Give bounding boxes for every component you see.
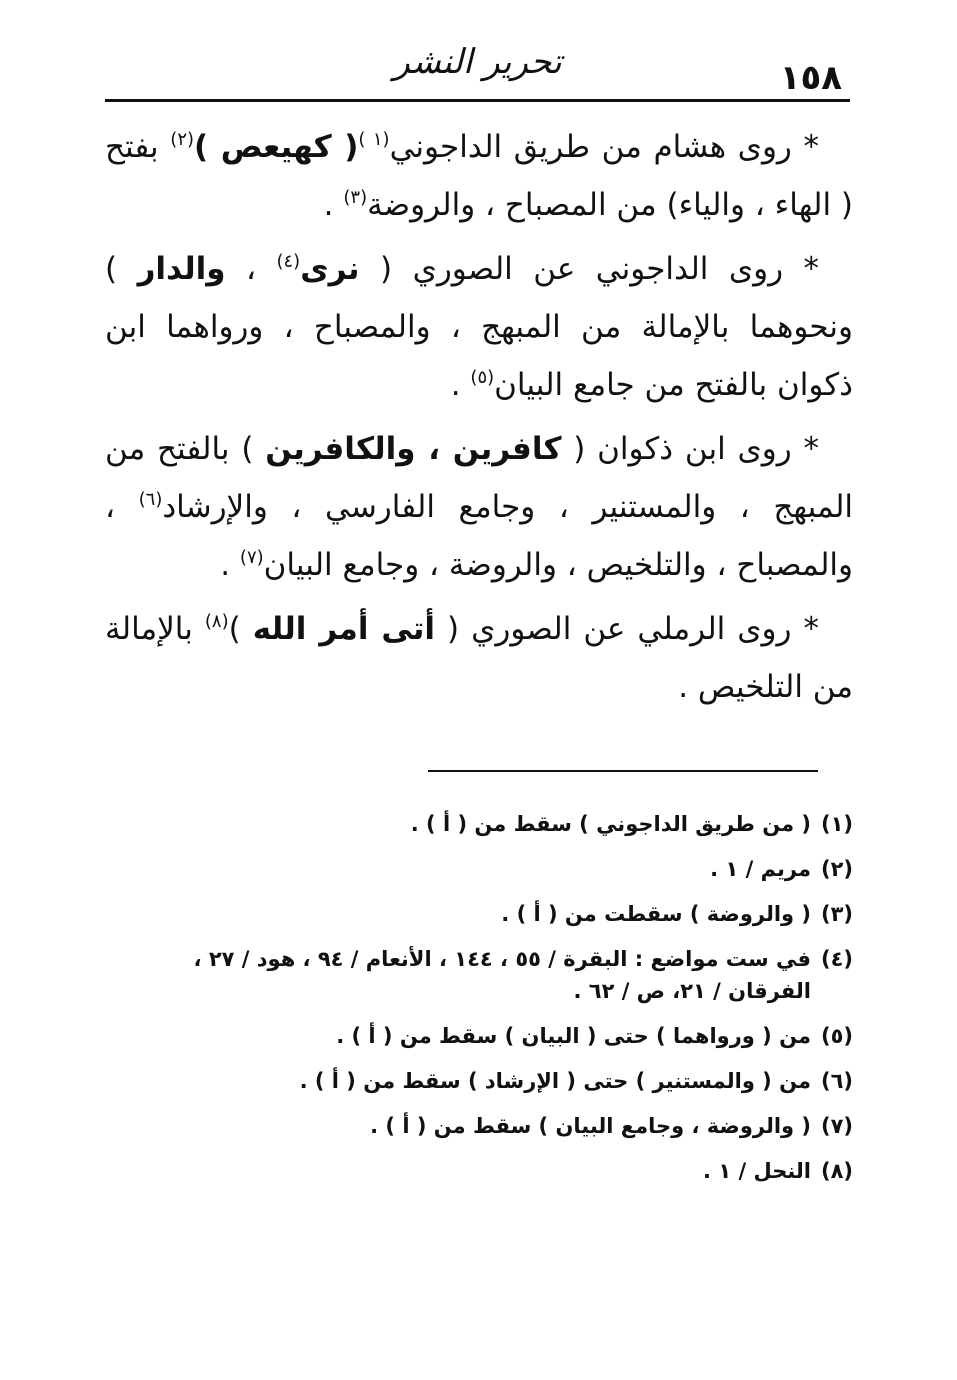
footnote-text: مريم / ١ . xyxy=(710,857,811,881)
footnote xyxy=(105,808,853,840)
quranic-term: ( كهيعص ) xyxy=(194,129,359,165)
text-segment: . xyxy=(323,187,344,223)
paragraph xyxy=(105,600,853,716)
footnote-number: (٣) xyxy=(820,902,853,926)
footnote-number: (٥) xyxy=(820,1024,853,1048)
footnote-marker: (٥) xyxy=(470,367,495,388)
text-segment: بفتح ( الهاء ، والياء) من المصباح ، والروضة xyxy=(105,129,853,223)
text-segment: * روى هشام من طريق الداجوني xyxy=(389,129,819,165)
footnote xyxy=(105,1110,853,1142)
footnote-text: ( والروضة ) سقطت من ( أ ) . xyxy=(501,902,811,926)
footnote-text: ( والروضة ، وجامع البيان ) سقط من ( أ ) . xyxy=(370,1114,811,1138)
footnote-marker: (٧) xyxy=(239,547,264,568)
footnote-text: في ست مواضع : البقرة / ٥٥ ، ١٤٤ ، الأنعام / ٩٤ ، هود / ٢٧ ، الفرقان / ٢١، ص / ٦٢ . xyxy=(193,947,811,1003)
text-segment: . xyxy=(220,547,240,583)
quranic-term: والدار xyxy=(137,251,226,287)
footnote-number: (٨) xyxy=(820,1159,853,1183)
main-text xyxy=(105,118,853,722)
text-segment: ) xyxy=(228,611,253,647)
page-header xyxy=(105,40,850,102)
text-segment: * روى ابن ذكوان ( xyxy=(561,431,819,467)
footnote xyxy=(105,1065,853,1097)
quranic-term: كافرين ، والكافرين xyxy=(265,431,562,467)
footnote xyxy=(105,1155,853,1187)
footnote-text: النحل / ١ . xyxy=(703,1159,811,1183)
paragraph xyxy=(105,240,853,414)
footnote-marker: (٣) xyxy=(343,187,368,208)
footnote-marker: (٢) xyxy=(170,129,195,150)
text-segment: ) ونحوهما بالإمالة من المبهج ، والمصباح ، ورواهما ابن ذكوان بالفتح من جامع البيان xyxy=(105,251,853,403)
paragraph xyxy=(105,118,853,234)
footnote-text: من ( ورواهما ) حتى ( البيان ) سقط من ( أ ) . xyxy=(336,1024,811,1048)
text-segment: ، والمصباح ، والتلخيص ، والروضة ، وجامع البيان xyxy=(105,489,853,583)
footnote xyxy=(105,1020,853,1052)
footnotes xyxy=(105,808,853,1200)
header-rule xyxy=(105,99,850,102)
footnote-text: من ( والمستنير ) حتى ( الإرشاد ) سقط من ( أ ) . xyxy=(299,1069,811,1093)
footnote-number: (٧) xyxy=(820,1114,853,1138)
quranic-term: نرى xyxy=(300,251,360,287)
footnote-marker: (٦) xyxy=(138,489,163,510)
footnote xyxy=(105,853,853,885)
footnote xyxy=(105,943,853,1007)
paragraph xyxy=(105,420,853,594)
footnote xyxy=(105,898,853,930)
footnote-marker: (٤) xyxy=(276,251,301,272)
footnote-number: (٦) xyxy=(820,1069,853,1093)
footnote-separator xyxy=(428,770,818,772)
text-segment: * روى الداجوني عن الصوري ( xyxy=(359,251,820,287)
footnote-text: ( من طريق الداجوني ) سقط من ( أ ) . xyxy=(410,812,811,836)
text-segment: * روى الرملي عن الصوري ( xyxy=(435,611,819,647)
text-segment: ، xyxy=(225,251,277,287)
footnote-number: (١) xyxy=(820,812,853,836)
footnote-marker: (٨) xyxy=(204,611,229,632)
footnote-number: (٢) xyxy=(820,857,853,881)
text-segment: . xyxy=(450,367,471,403)
running-title: تحرير النشر xyxy=(393,42,562,82)
text-segment: ) بالفتح من المبهج ، والمستنير ، وجامع الفارسي ، والإرشاد xyxy=(105,431,854,525)
footnote-marker: (١ ) xyxy=(358,129,390,150)
quranic-term: أتى أمر الله xyxy=(252,611,436,647)
page-number: ١٥٨ xyxy=(779,58,842,98)
footnote-number: (٤) xyxy=(820,947,853,971)
text-segment: بالإمالة من التلخيص . xyxy=(105,611,853,705)
